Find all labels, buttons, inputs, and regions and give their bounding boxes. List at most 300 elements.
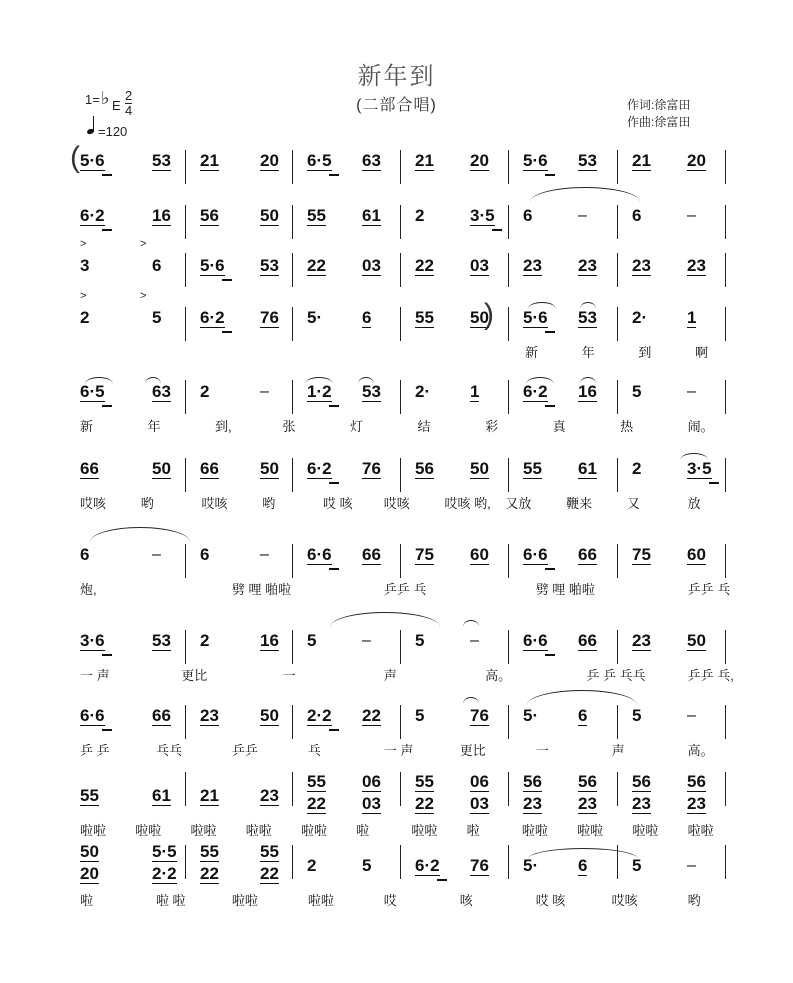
lyric: 哎咳 bbox=[80, 496, 107, 511]
note: 1·2 bbox=[307, 382, 332, 401]
lyric: 乒 乒 bbox=[80, 743, 110, 758]
slur-mark bbox=[526, 377, 554, 384]
barline bbox=[508, 380, 509, 414]
composer: 作曲:徐富田 bbox=[627, 115, 691, 129]
note: 5·6 bbox=[523, 308, 548, 327]
note: 21 bbox=[415, 151, 434, 170]
note-lower-part: 03 bbox=[362, 794, 381, 813]
note: 60 bbox=[687, 545, 706, 564]
note-lower-part: 23 bbox=[523, 794, 542, 813]
note: 6·2 bbox=[415, 856, 440, 875]
lyric: 啦 bbox=[466, 823, 480, 838]
barline bbox=[185, 705, 186, 739]
lyric: 哎 咳 bbox=[323, 496, 353, 511]
sustain-dash: – bbox=[470, 632, 479, 649]
lyricist: 作词:徐富田 bbox=[627, 98, 691, 112]
barline bbox=[508, 544, 509, 578]
lyric: 哎咳 哟, bbox=[444, 496, 491, 511]
note: 1 bbox=[687, 308, 697, 327]
lyric: 一 声 bbox=[80, 668, 110, 683]
note: 6 bbox=[200, 545, 210, 564]
note: 23 bbox=[632, 256, 651, 275]
note: 50 bbox=[470, 459, 489, 478]
sixteenth-underline bbox=[545, 654, 555, 656]
barline bbox=[725, 705, 726, 739]
note: 5 bbox=[152, 308, 162, 327]
note: 53 bbox=[362, 382, 381, 401]
lyric: 乒乒 bbox=[231, 743, 258, 758]
sixteenth-underline bbox=[329, 174, 339, 176]
lyric: 年 bbox=[581, 345, 595, 360]
note: 66 bbox=[578, 631, 597, 650]
song-title: 新年到 bbox=[357, 62, 436, 90]
note: 3·6 bbox=[80, 631, 105, 650]
note: 23 bbox=[523, 256, 542, 275]
lyric: 一 声 bbox=[383, 743, 414, 758]
barline bbox=[508, 705, 509, 739]
sustain-dash: – bbox=[687, 857, 696, 874]
note: 76 bbox=[470, 706, 489, 725]
note: 6 bbox=[578, 706, 588, 725]
note: 16 bbox=[152, 206, 171, 225]
note: 76 bbox=[470, 856, 489, 875]
note: 2 bbox=[200, 631, 210, 650]
note-upper-part: 06 bbox=[470, 772, 489, 791]
note: 63 bbox=[362, 151, 381, 170]
barline bbox=[292, 845, 293, 879]
slur-mark bbox=[528, 302, 556, 309]
lyric: 哎咳 bbox=[383, 496, 410, 511]
slur-mark bbox=[305, 377, 333, 384]
sustain-dash: – bbox=[362, 632, 371, 649]
note-upper-part: 55 bbox=[307, 772, 326, 791]
lyric: 啦啦 bbox=[577, 823, 604, 838]
barline bbox=[725, 630, 726, 664]
note-lower-part: 23 bbox=[578, 794, 597, 813]
slur-mark bbox=[358, 377, 374, 384]
note: 23 bbox=[632, 631, 651, 650]
note: 6·6 bbox=[523, 545, 548, 564]
slur-mark bbox=[85, 377, 113, 384]
note: 2· bbox=[632, 308, 648, 327]
barline bbox=[725, 458, 726, 492]
barline bbox=[400, 253, 401, 287]
barline bbox=[400, 772, 401, 806]
lyric: 哎咳 bbox=[201, 496, 228, 511]
lyric: 年 bbox=[147, 419, 161, 434]
note: 03 bbox=[470, 256, 489, 275]
note: 3 bbox=[80, 256, 90, 275]
note: 21 bbox=[632, 151, 651, 170]
barline bbox=[400, 307, 401, 341]
note-upper-part: 55 bbox=[415, 772, 434, 791]
barline bbox=[400, 150, 401, 184]
barline bbox=[292, 630, 293, 664]
lyric: 咳 bbox=[459, 893, 473, 908]
note: 6 bbox=[632, 206, 642, 225]
note: 21 bbox=[200, 151, 219, 170]
lyric: 又放 bbox=[505, 496, 532, 511]
time-top: 2 bbox=[125, 88, 133, 103]
note: 5 bbox=[307, 631, 317, 650]
lyric: 一 bbox=[282, 668, 296, 683]
note-upper-part: 5·5 bbox=[152, 842, 177, 861]
note: 50 bbox=[260, 706, 279, 725]
barline bbox=[292, 544, 293, 578]
sustain-dash: – bbox=[152, 546, 161, 563]
accent-mark: > bbox=[140, 290, 147, 302]
lyric: 劈 哩 啪啦 bbox=[231, 582, 292, 597]
note: 23 bbox=[200, 706, 219, 725]
lyric: 到 bbox=[638, 345, 652, 360]
barline bbox=[400, 705, 401, 739]
lyric: 啊 bbox=[695, 345, 709, 360]
sixteenth-underline bbox=[437, 879, 447, 881]
note-upper-part: 55 bbox=[200, 842, 219, 861]
note: 22 bbox=[362, 706, 381, 725]
barline bbox=[400, 630, 401, 664]
note: 6·2 bbox=[200, 308, 225, 327]
lyric: 又 bbox=[626, 496, 640, 511]
lyric: 一 bbox=[535, 743, 549, 758]
lyric: 鞭来 bbox=[566, 496, 593, 511]
note-lower-part: 22 bbox=[415, 794, 434, 813]
slur-mark bbox=[527, 690, 637, 705]
note: 5 bbox=[632, 706, 642, 725]
barline bbox=[292, 458, 293, 492]
barline bbox=[400, 544, 401, 578]
note: 5· bbox=[523, 706, 539, 725]
sixteenth-underline bbox=[545, 405, 555, 407]
note: 23 bbox=[687, 256, 706, 275]
lyric: 啦 啦 bbox=[155, 893, 186, 908]
note-lower-part: 03 bbox=[470, 794, 489, 813]
note: 56 bbox=[200, 206, 219, 225]
lyric: 放 bbox=[687, 496, 701, 511]
sustain-dash: – bbox=[578, 207, 587, 224]
barline bbox=[185, 772, 186, 806]
barline bbox=[508, 205, 509, 239]
lyric: 啦啦 bbox=[190, 823, 217, 838]
note: 6·6 bbox=[523, 631, 548, 650]
key-prefix: 1= bbox=[85, 92, 100, 107]
note-upper-part: 50 bbox=[80, 842, 99, 861]
barline bbox=[292, 705, 293, 739]
slur-mark bbox=[580, 377, 596, 384]
barline bbox=[508, 772, 509, 806]
lyric: 乒乒 乓 bbox=[383, 582, 427, 597]
barline bbox=[617, 205, 618, 239]
lyric: 到, bbox=[215, 419, 232, 434]
slur-mark bbox=[145, 377, 161, 384]
note: 66 bbox=[578, 545, 597, 564]
barline bbox=[617, 772, 618, 806]
barline bbox=[508, 307, 509, 341]
note: 2· bbox=[415, 382, 431, 401]
sixteenth-underline bbox=[329, 568, 339, 570]
lyric: 乒 乒 乓乓 bbox=[586, 668, 646, 683]
accent-mark: > bbox=[80, 290, 87, 302]
barline bbox=[725, 307, 726, 341]
sixteenth-underline bbox=[545, 331, 555, 333]
lyric: 声 bbox=[383, 668, 397, 683]
note: 5 bbox=[632, 382, 642, 401]
note: 2 bbox=[415, 206, 425, 225]
note: 5 bbox=[415, 631, 425, 650]
note: 6 bbox=[362, 308, 372, 327]
note: 23 bbox=[578, 256, 597, 275]
accent-mark: > bbox=[140, 238, 147, 250]
lyric: 高。 bbox=[485, 668, 512, 683]
sixteenth-underline bbox=[222, 279, 232, 281]
note: 20 bbox=[687, 151, 706, 170]
barline bbox=[617, 150, 618, 184]
note: 53 bbox=[152, 151, 171, 170]
note: 56 bbox=[415, 459, 434, 478]
barline bbox=[292, 205, 293, 239]
note: 5·6 bbox=[200, 256, 225, 275]
barline bbox=[185, 845, 186, 879]
lyric: 乒乒 乓 bbox=[687, 582, 731, 597]
sixteenth-underline bbox=[102, 174, 112, 176]
note: 2 bbox=[80, 308, 90, 327]
lyric: 啦啦 bbox=[521, 823, 548, 838]
barline bbox=[508, 458, 509, 492]
barline bbox=[617, 544, 618, 578]
note-upper-part: 56 bbox=[632, 772, 651, 791]
lyric: 更比 bbox=[459, 743, 486, 758]
note: 6 bbox=[523, 206, 533, 225]
lyric: 啦啦 bbox=[687, 823, 714, 838]
note: 5·6 bbox=[523, 151, 548, 170]
barline bbox=[617, 705, 618, 739]
note: 76 bbox=[362, 459, 381, 478]
note: 5·6 bbox=[80, 151, 105, 170]
note: 5 bbox=[362, 856, 372, 875]
note: 50 bbox=[687, 631, 706, 650]
lyric: 啦 bbox=[80, 893, 94, 908]
barline bbox=[185, 205, 186, 239]
note-lower-part: 23 bbox=[687, 794, 706, 813]
lyric: 啦啦 bbox=[80, 823, 107, 838]
note: 66 bbox=[200, 459, 219, 478]
lyric: 哟 bbox=[140, 496, 154, 511]
lyric: 哎咳 bbox=[611, 893, 638, 908]
lyric: 张 bbox=[282, 419, 296, 434]
lyric: 啦 bbox=[356, 823, 370, 838]
time-signature bbox=[125, 89, 132, 118]
note: 6 bbox=[152, 256, 162, 275]
note-upper-part: 55 bbox=[260, 842, 279, 861]
note: 61 bbox=[578, 459, 597, 478]
lyric: 哎 咳 bbox=[535, 893, 566, 908]
note: 53 bbox=[578, 308, 597, 327]
note: 6·5 bbox=[80, 382, 105, 401]
note: 3·5 bbox=[687, 459, 712, 478]
lyric: 高。 bbox=[687, 743, 714, 758]
note-upper-part: 06 bbox=[362, 772, 381, 791]
lyric: 啦啦 bbox=[245, 823, 272, 838]
barline bbox=[508, 150, 509, 184]
lyric: 哟 bbox=[262, 496, 276, 511]
note: 1 bbox=[470, 382, 480, 401]
note: 16 bbox=[260, 631, 279, 650]
lyric: 声 bbox=[611, 743, 625, 758]
sixteenth-underline bbox=[329, 482, 339, 484]
barline bbox=[400, 205, 401, 239]
note-lower-part: 22 bbox=[260, 864, 279, 883]
lyric: 更比 bbox=[181, 668, 208, 683]
barline bbox=[617, 380, 618, 414]
barline bbox=[617, 630, 618, 664]
lyric: 啦啦 bbox=[632, 823, 659, 838]
barline bbox=[292, 253, 293, 287]
note: 3·5 bbox=[470, 206, 495, 225]
lyric: 乓 bbox=[307, 743, 321, 758]
note: 6·2 bbox=[523, 382, 548, 401]
barline bbox=[400, 380, 401, 414]
lyric: 啦啦 bbox=[135, 823, 162, 838]
sixteenth-underline bbox=[492, 229, 502, 231]
open-paren: ( bbox=[70, 141, 80, 174]
barline bbox=[508, 845, 509, 879]
note: 22 bbox=[307, 256, 326, 275]
note: 6·6 bbox=[307, 545, 332, 564]
note: 75 bbox=[632, 545, 651, 564]
close-paren: ) bbox=[484, 298, 494, 331]
note: 2·2 bbox=[307, 706, 332, 725]
barline bbox=[725, 544, 726, 578]
sixteenth-underline bbox=[102, 229, 112, 231]
lyric: 闹。 bbox=[687, 419, 714, 434]
slur-mark bbox=[530, 187, 640, 202]
sixteenth-underline bbox=[102, 405, 112, 407]
barline bbox=[725, 205, 726, 239]
note: 6 bbox=[80, 545, 90, 564]
lyric: 啦啦 bbox=[300, 823, 327, 838]
barline bbox=[292, 380, 293, 414]
sixteenth-underline bbox=[102, 729, 112, 731]
note: 53 bbox=[260, 256, 279, 275]
note: 5 bbox=[415, 706, 425, 725]
note: 2 bbox=[200, 382, 210, 401]
barline bbox=[725, 253, 726, 287]
barline bbox=[400, 458, 401, 492]
time-bottom: 4 bbox=[125, 103, 133, 118]
note: 66 bbox=[362, 545, 381, 564]
note: 66 bbox=[80, 459, 99, 478]
note: 50 bbox=[260, 206, 279, 225]
note-lower-part: 20 bbox=[80, 864, 99, 883]
note-lower-part: 22 bbox=[200, 864, 219, 883]
note: 5· bbox=[307, 308, 323, 327]
slur-mark bbox=[528, 848, 638, 859]
note-lower-part: 2·2 bbox=[152, 864, 177, 883]
note: 61 bbox=[362, 206, 381, 225]
barline bbox=[508, 630, 509, 664]
note: 22 bbox=[415, 256, 434, 275]
lyric: 新 bbox=[80, 419, 94, 434]
barline bbox=[617, 307, 618, 341]
note-lower-part: 23 bbox=[632, 794, 651, 813]
note: 50 bbox=[470, 308, 489, 327]
note-upper-part: 56 bbox=[687, 772, 706, 791]
slur-mark bbox=[90, 527, 190, 542]
note: 2 bbox=[632, 459, 642, 478]
sustain-dash: – bbox=[687, 707, 696, 724]
note: 50 bbox=[260, 459, 279, 478]
note: 55 bbox=[80, 786, 99, 805]
barline bbox=[508, 253, 509, 287]
note: 23 bbox=[260, 786, 279, 805]
credits bbox=[627, 97, 690, 131]
sixteenth-underline bbox=[329, 405, 339, 407]
note: 50 bbox=[152, 459, 171, 478]
note-upper-part: 56 bbox=[578, 772, 597, 791]
slur-mark bbox=[680, 453, 708, 460]
note: 20 bbox=[260, 151, 279, 170]
lyric: 热 bbox=[620, 419, 634, 434]
barline bbox=[617, 253, 618, 287]
note: 16 bbox=[578, 382, 597, 401]
note: 53 bbox=[578, 151, 597, 170]
lyric: 灯 bbox=[350, 419, 364, 434]
lyric: 啦啦 bbox=[231, 893, 258, 908]
note-upper-part: 56 bbox=[523, 772, 542, 791]
sustain-dash: – bbox=[260, 546, 269, 563]
lyric: 啦啦 bbox=[411, 823, 438, 838]
lyric: 乒乒 乓, bbox=[687, 668, 734, 683]
sixteenth-underline bbox=[222, 331, 232, 333]
note: 03 bbox=[362, 256, 381, 275]
sustain-dash: – bbox=[260, 383, 269, 400]
sixteenth-underline bbox=[102, 654, 112, 656]
note: 5 bbox=[632, 856, 642, 875]
note: 6·2 bbox=[80, 206, 105, 225]
slur-mark bbox=[330, 612, 440, 627]
note: 55 bbox=[523, 459, 542, 478]
sixteenth-underline bbox=[545, 568, 555, 570]
barline bbox=[185, 380, 186, 414]
quarter-note-head-icon bbox=[86, 128, 94, 135]
note: 21 bbox=[200, 786, 219, 805]
lyric: 彩 bbox=[485, 419, 499, 434]
slur-mark bbox=[463, 620, 479, 627]
note: 75 bbox=[415, 545, 434, 564]
lyric: 哎 bbox=[383, 893, 397, 908]
barline bbox=[185, 150, 186, 184]
barline bbox=[292, 772, 293, 806]
note: 20 bbox=[470, 151, 489, 170]
sustain-dash: – bbox=[687, 383, 696, 400]
note: 6·5 bbox=[307, 151, 332, 170]
barline bbox=[185, 458, 186, 492]
lyric: 炮, bbox=[80, 582, 97, 597]
slur-mark bbox=[463, 697, 479, 704]
lyric: 新 bbox=[525, 345, 539, 360]
accent-mark: > bbox=[80, 238, 87, 250]
tempo-value: =120 bbox=[98, 124, 128, 139]
note: 61 bbox=[152, 786, 171, 805]
note: 6 bbox=[578, 856, 588, 875]
barline bbox=[725, 150, 726, 184]
note: 60 bbox=[470, 545, 489, 564]
flat-icon: ♭ bbox=[101, 88, 110, 108]
note: 63 bbox=[152, 382, 171, 401]
barline bbox=[185, 544, 186, 578]
key-signature bbox=[85, 88, 133, 118]
key-note: E bbox=[112, 98, 121, 113]
